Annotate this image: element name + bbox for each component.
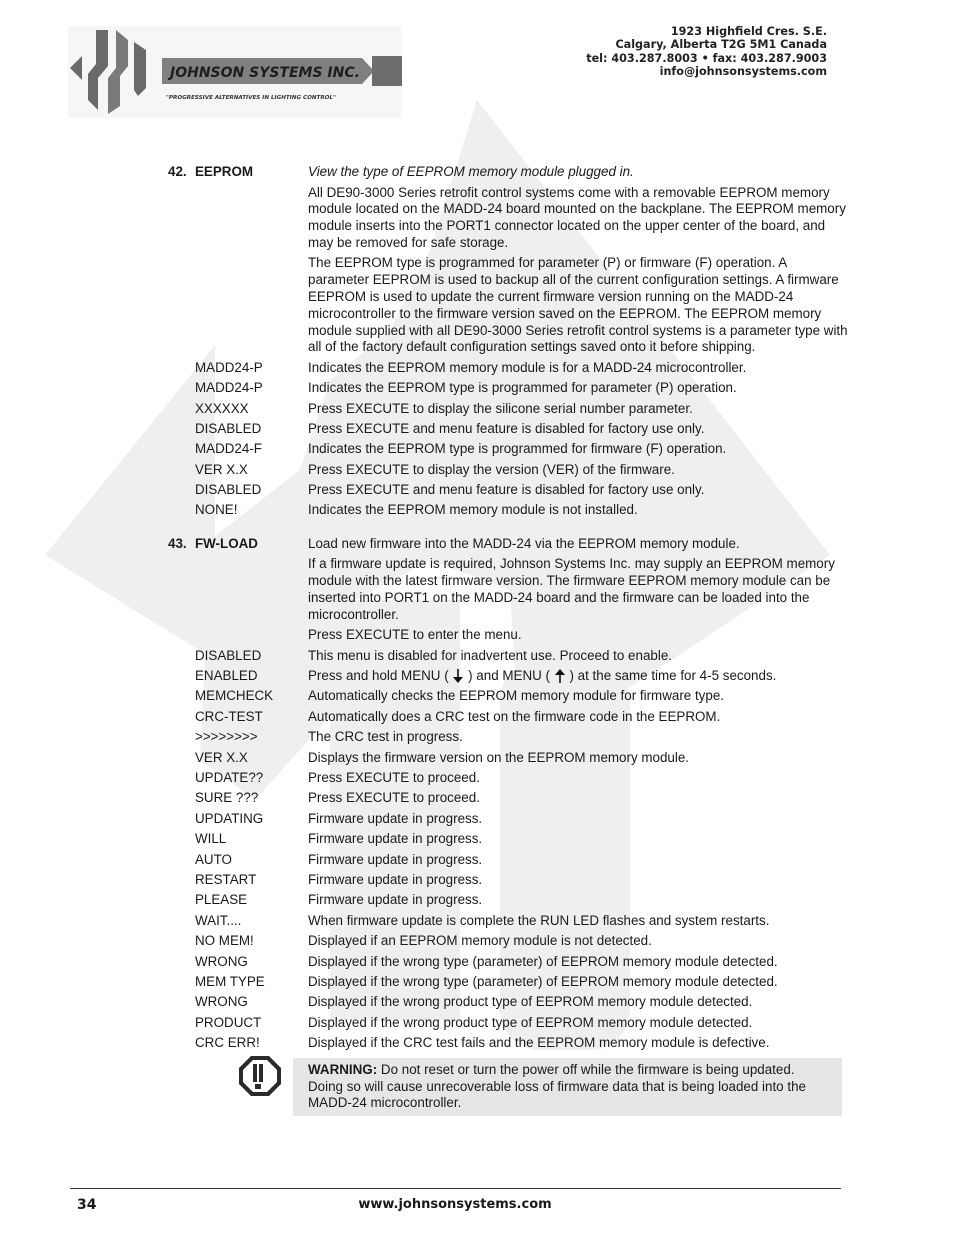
menu-item-row xyxy=(168,688,848,705)
menu-description: Displayed if the CRC test fails and the EEPROM memory module is defective. xyxy=(308,1035,770,1051)
menu-description: Automatically checks the EEPROM memory module for firmware type. xyxy=(308,688,724,704)
menu-display-term: PLEASE xyxy=(195,892,248,908)
menu-item-row xyxy=(168,709,848,726)
arrow-down-icon xyxy=(452,668,464,684)
menu-display-term: NONE! xyxy=(195,502,238,518)
menu-description: Press EXECUTE to proceed. xyxy=(308,769,480,785)
section-paragraph: The EEPROM type is programmed for parameter (P) or firmware (F) operation. A parameter EEPROM is used to backup all of the current configuration settings. A firmware EEPROM is used to update the current firmware version running on the MADD-24 microcontroller to the firmware version saved on the EEPROM. The EEPROM memory module supplied with all DE90-3000 Series retrofit control systems is a parameter type with all of the factory default configuration settings saved onto it before shipping. xyxy=(308,255,848,355)
menu-description: Press EXECUTE to proceed. xyxy=(308,790,480,806)
section-paragraph: Press EXECUTE to enter the menu. xyxy=(308,627,522,643)
menu-display-term: MADD24-P xyxy=(195,359,263,375)
menu-display-term: NO MEM! xyxy=(195,933,254,949)
section-summary: View the type of EEPROM memory module plugged in. xyxy=(308,164,634,179)
menu-display-term: DISABLED xyxy=(195,482,262,498)
footer-website-link[interactable]: www.johnsonsystems.com xyxy=(358,1197,552,1212)
menu-display-term: UPDATING xyxy=(195,810,264,826)
menu-display-term: UPDATE?? xyxy=(195,769,264,785)
email-link[interactable]: info@johnsonsystems.com xyxy=(659,65,827,79)
menu-display-term: MEM TYPE xyxy=(195,973,265,989)
menu-description: Press and hold MENU ( ) and MENU ( ) at the same time for 4-5 seconds. xyxy=(308,668,777,684)
menu-item-list xyxy=(168,648,848,665)
menu-description: Firmware update in progress. xyxy=(308,851,483,867)
menu-description: Displayed if the wrong product type of EEPROM memory module detected. xyxy=(308,1014,753,1030)
company-tagline: "PROGRESSIVE ALTERNATIVES IN LIGHTING CONTROL" xyxy=(166,95,336,101)
menu-description: This menu is disabled for inadvertent use. Proceed to enable. xyxy=(308,647,672,663)
menu-item-row xyxy=(168,421,848,438)
menu-display-term: WRONG xyxy=(195,994,248,1010)
menu-item-row xyxy=(168,811,848,828)
menu-item-row xyxy=(168,954,848,971)
warning-label: WARNING: xyxy=(308,1061,378,1077)
menu-description: Firmware update in progress. xyxy=(308,892,483,908)
menu-description: Displayed if the wrong type (parameter) of EEPROM memory module detected. xyxy=(308,973,778,989)
menu-item-row xyxy=(168,750,848,767)
menu-display-term: VER X.X xyxy=(195,749,248,765)
section-paragraph: All DE90-3000 Series retrofit control systems come with a removable EEPROM memory module located on the MADD-24 board mounted on the backplane. The EEPROM memory module inserts into the PORT1 connector located on the upper center of the board, and may be removed for safe storage. xyxy=(308,184,846,250)
menu-description: Press EXECUTE and menu feature is disabled for factory use only. xyxy=(308,420,705,436)
menu-item-row xyxy=(168,462,848,479)
menu-item-row xyxy=(168,648,848,665)
menu-item-row xyxy=(168,401,848,418)
warning-callout xyxy=(293,1058,842,1116)
menu-display-term: DISABLED xyxy=(195,420,262,436)
menu-item-row xyxy=(168,502,848,519)
menu-description: Indicates the EEPROM memory module is for a MADD-24 microcontroller. xyxy=(308,359,747,375)
manual-content xyxy=(168,164,848,1116)
address-line: Calgary, Alberta T2G 5M1 Canada xyxy=(615,38,827,52)
section-title: EEPROM xyxy=(195,164,254,179)
page-number: 34 xyxy=(77,1197,97,1213)
menu-display-term: WILL xyxy=(195,831,227,847)
menu-item-row xyxy=(168,913,848,930)
menu-item-row xyxy=(168,729,848,746)
contact-address xyxy=(586,25,827,79)
company-logo xyxy=(68,26,402,118)
menu-display-term: DISABLED xyxy=(195,647,262,663)
company-name: JOHNSON SYSTEMS INC. xyxy=(170,65,360,81)
menu-display-term: RESTART xyxy=(195,871,257,887)
menu-item-row xyxy=(168,668,848,685)
menu-description: Displayed if an EEPROM memory module is not detected. xyxy=(308,933,652,949)
menu-item-row xyxy=(168,441,848,458)
menu-description: Displays the firmware version on the EEPROM memory module. xyxy=(308,749,690,765)
menu-display-term: MADD24-P xyxy=(195,380,263,396)
section-number: 42. xyxy=(168,164,187,179)
menu-display-term: AUTO xyxy=(195,851,232,867)
menu-description: Press EXECUTE and menu feature is disabled for factory use only. xyxy=(308,482,705,498)
menu-display-term: XXXXXX xyxy=(195,400,249,416)
menu-description: Indicates the EEPROM memory module is not installed. xyxy=(308,502,638,518)
menu-item-row xyxy=(168,872,848,889)
phone-fax-line: tel: 403.287.8003 • fax: 403.287.9003 xyxy=(586,51,827,65)
menu-description: Press EXECUTE to display the version (VER) of the firmware. xyxy=(308,461,675,477)
section-number: 43. xyxy=(168,535,187,551)
menu-display-term: >>>>>>>> xyxy=(195,729,258,745)
menu-item-row xyxy=(168,770,848,787)
menu-description: Press EXECUTE to display the silicone serial number parameter. xyxy=(308,400,693,416)
menu-display-term: MEMCHECK xyxy=(195,688,274,704)
menu-description: Firmware update in progress. xyxy=(308,871,483,887)
warning-text: Do not reset or turn the power off while the firmware is being updated. Doing so will cause unrecoverable loss of firmware data that is being loaded into the MADD-24 microcontroller. xyxy=(308,1061,806,1111)
menu-description: Firmware update in progress. xyxy=(308,831,483,847)
menu-item-row xyxy=(168,360,848,377)
menu-display-term: WAIT.... xyxy=(195,912,242,928)
menu-description: Indicates the EEPROM type is programmed for parameter (P) operation. xyxy=(308,380,737,396)
menu-display-term: ENABLED xyxy=(195,668,258,684)
warning-exclamation-icon xyxy=(238,1054,282,1098)
menu-description: Automatically does a CRC test on the firmware code in the EEPROM. xyxy=(308,708,721,724)
menu-display-term: CRC-TEST xyxy=(195,708,263,724)
section-paragraph: If a firmware update is required, Johnson Systems Inc. may supply an EEPROM memory module with the latest firmware version. The firmware EEPROM memory module can be inserted into PORT1 on the MADD-24 board and the firmware can be loaded into the microcontroller. xyxy=(308,556,835,622)
menu-display-term: SURE ??? xyxy=(195,790,259,806)
section-summary: Load new firmware into the MADD-24 via the EEPROM memory module. xyxy=(308,535,740,551)
menu-description: Displayed if the wrong product type of EEPROM memory module detected. xyxy=(308,994,753,1010)
menu-item-row xyxy=(168,994,848,1011)
section-title: FW-LOAD xyxy=(195,535,258,551)
menu-item-row xyxy=(168,1035,848,1052)
menu-item-row xyxy=(168,852,848,869)
address-line: 1923 Highfield Cres. S.E. xyxy=(670,25,827,38)
menu-item-row xyxy=(168,831,848,848)
footer-divider xyxy=(70,1188,841,1189)
menu-item-row xyxy=(168,380,848,397)
menu-display-term: WRONG xyxy=(195,953,248,969)
arrow-up-icon xyxy=(554,668,566,684)
menu-item-row xyxy=(168,933,848,950)
menu-item-row xyxy=(168,974,848,991)
menu-description: When firmware update is complete the RUN LED flashes and system restarts. xyxy=(308,912,770,928)
menu-display-term: MADD24-F xyxy=(195,441,262,457)
menu-item-list xyxy=(168,360,848,520)
menu-item-row xyxy=(168,790,848,807)
section-fw-load xyxy=(168,536,848,1052)
menu-description: Indicates the EEPROM type is programmed for firmware (F) operation. xyxy=(308,441,727,457)
menu-item-row xyxy=(168,892,848,909)
menu-description: The CRC test in progress. xyxy=(308,729,463,745)
menu-item-row xyxy=(168,1015,848,1032)
section-eeprom xyxy=(168,164,848,519)
menu-display-term: CRC ERR! xyxy=(195,1035,260,1051)
menu-item-row xyxy=(168,482,848,499)
menu-display-term: PRODUCT xyxy=(195,1014,262,1030)
menu-item-list xyxy=(168,688,848,1051)
menu-display-term: VER X.X xyxy=(195,461,248,477)
menu-description: Displayed if the wrong type (parameter) of EEPROM memory module detected. xyxy=(308,953,778,969)
menu-description: Firmware update in progress. xyxy=(308,810,483,826)
